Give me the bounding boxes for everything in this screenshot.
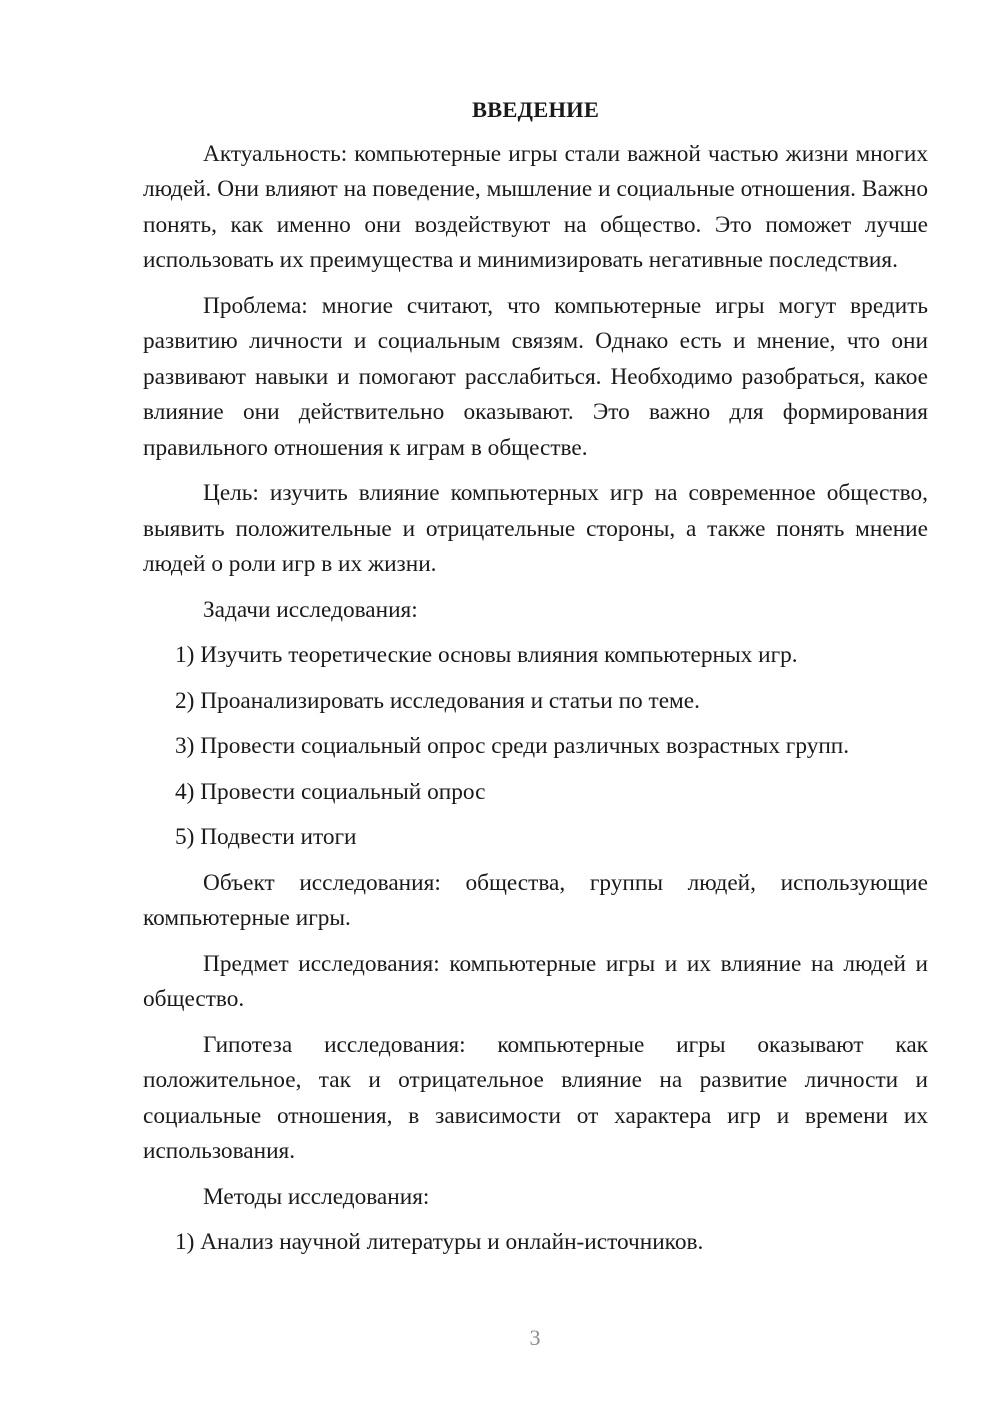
task-item: 1) Изучить теоретические основы влияния компьютерных игр.: [175, 642, 798, 668]
tasks-heading: Задачи исследования:: [203, 596, 418, 623]
task-item: 2) Проанализировать исследования и статьи по теме.: [175, 687, 700, 714]
page-number: 3: [529, 1325, 541, 1350]
method-item: 1) Анализ научной литературы и онлайн-источников.: [175, 1229, 704, 1255]
task-item: 3) Провести социальный опрос среди различных возрастных групп.: [175, 733, 850, 759]
relevance-paragraph: Актуальность: компьютерные игры стали важной частью жизни многих людей. Они влияют на поведение, мышление и социальные отношения. Важно понять, как именно они воздействуют на общество. Это поможет лучше использовать их преимущества и минимизировать негативные последствия.: [143, 140, 928, 273]
hypothesis-paragraph: Гипотеза исследования: компьютерные игры оказывают как положительное, так и отрицательное влияние на развитие личности и социальные отношения, в зависимости от характера игр и времени их использования.: [143, 1031, 928, 1164]
object-paragraph: Объект исследования: общества, группы людей, использующие компьютерные игры.: [143, 869, 928, 931]
task-item: 5) Подвести итоги: [175, 824, 357, 850]
page-content: [143, 92, 928, 1271]
task-item: 4) Провести социальный опрос: [175, 778, 486, 805]
methods-heading: Методы исследования:: [203, 1183, 430, 1210]
subject-paragraph: Предмет исследования: компьютерные игры и их влияние на людей и общество.: [143, 950, 928, 1012]
section-title: ВВЕДЕНИЕ: [471, 97, 600, 122]
problem-paragraph: Проблема: многие считают, что компьютерные игры могут вредить развитию личности и социальным связям. Однако есть и мнение, что они развивают навыки и помогают расслабиться. Необходимо разобраться, какое влияние они действительно оказывают. Это важно для формирования правильного отношения к играм в обществе.: [143, 292, 928, 461]
goal-paragraph: Цель: изучить влияние компьютерных игр на современное общество, выявить положительные и отрицательные стороны, а также понять мнение людей о роли игр в их жизни.: [143, 480, 928, 577]
